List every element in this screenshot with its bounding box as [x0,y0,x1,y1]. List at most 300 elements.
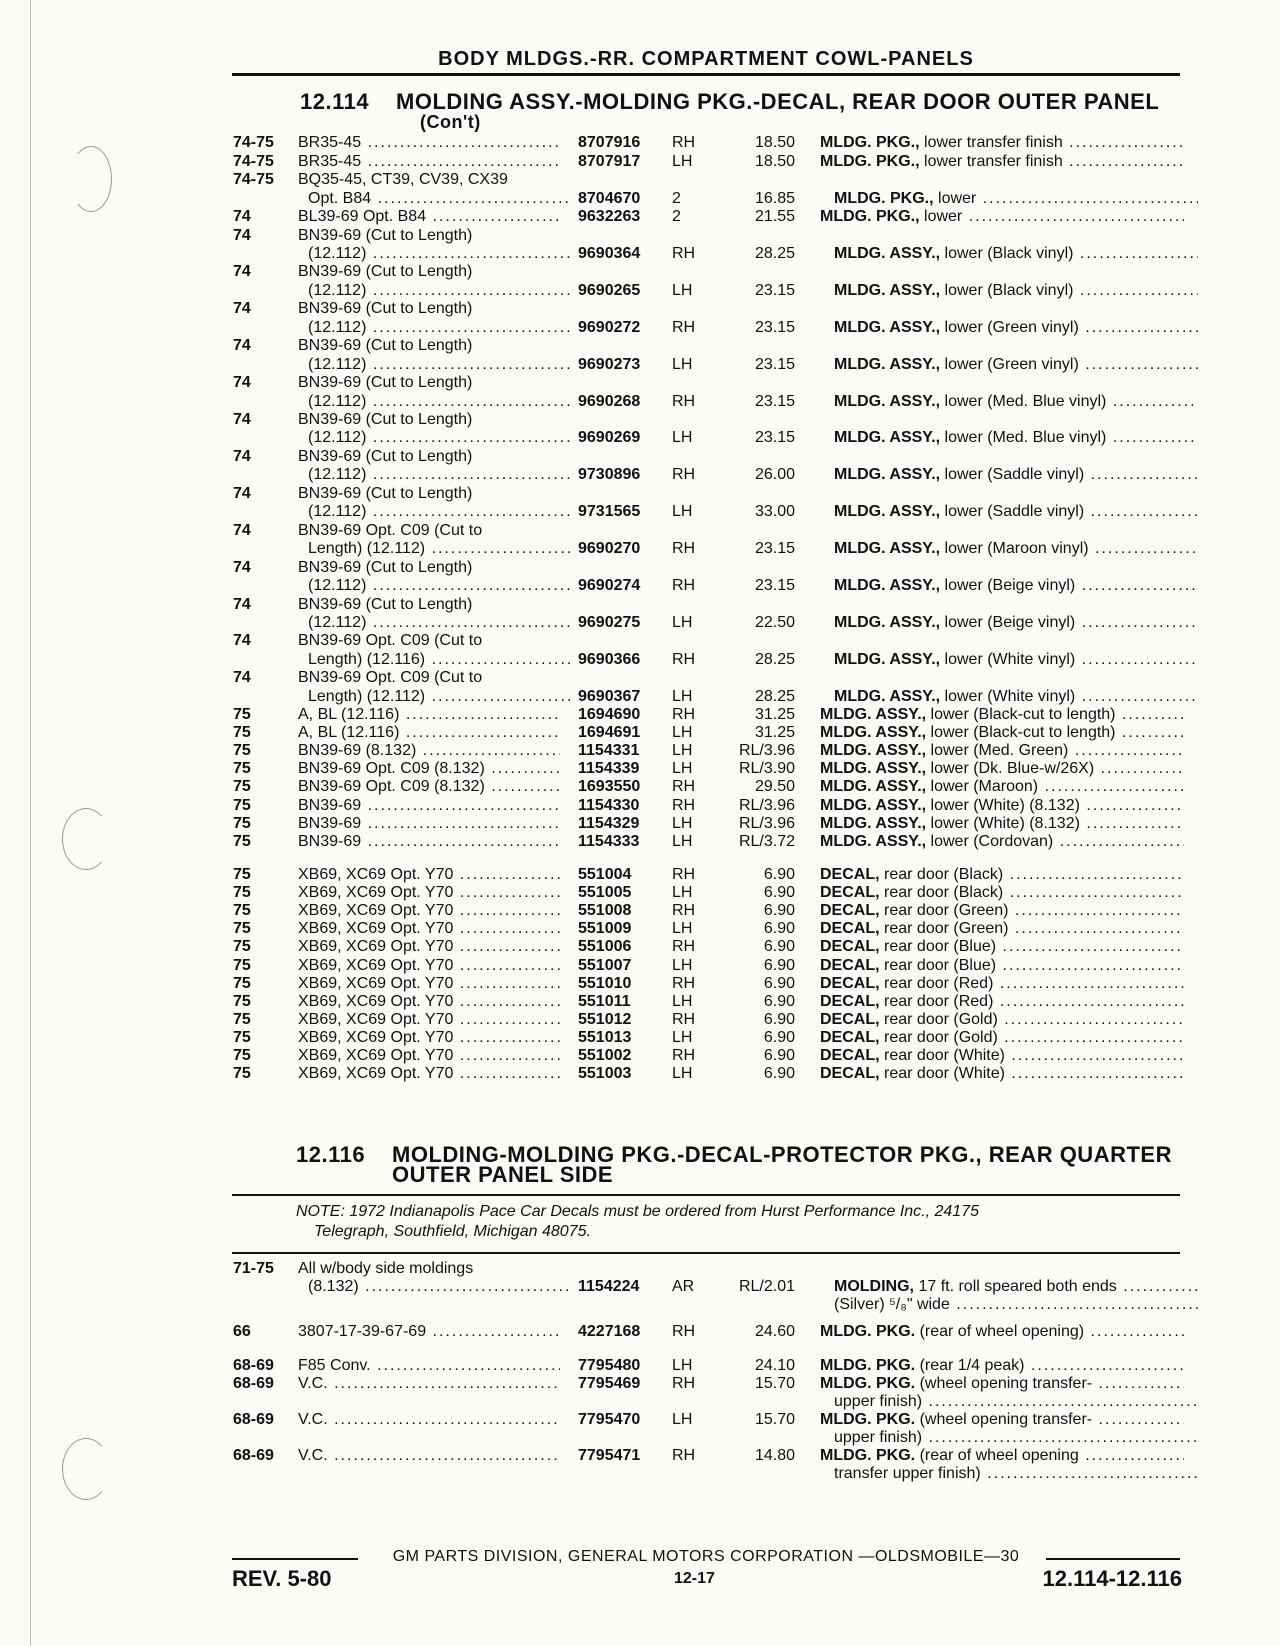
year-cell: 75 [233,884,251,902]
year-cell: 75 [233,920,251,938]
model-cell [298,300,560,319]
description-keyword: MLDG. ASSY., [820,832,927,850]
description-keyword: MLDG. ASSY., [834,318,941,336]
model-text: BN39-69 (8.132) [298,742,417,760]
description-text: rear door (Black) [884,866,1004,883]
description-text: lower (Beige vinyl) [944,577,1076,595]
model-cell [308,356,570,375]
model-text: BR35-45 [298,152,362,170]
description-keyword: MLDG. ASSY., [834,577,941,595]
description-keyword: MLDG. ASSY., [820,742,927,760]
description-cell [834,393,1198,412]
description-text: lower (Med. Green) [930,742,1069,760]
note-line-2: Telegraph, Southfield, Michigan 48075. [314,1223,591,1240]
description-text: rear door (White) [884,1047,1005,1064]
model-text: (12.112) [308,392,367,410]
model-cell [308,577,570,596]
description-text: upper finish) [834,1429,923,1446]
year-cell: 74 [233,226,251,244]
section-note [296,1202,1116,1242]
section-continued: (Con't) [420,112,481,132]
description-text: lower (White vinyl) [944,650,1076,668]
price-cell: 6.90 [763,974,795,992]
year-cell: 75 [233,760,251,778]
model-cell [308,190,570,209]
model-text: XB69, XC69 Opt. Y70 [298,992,454,1010]
model-cell [298,957,560,976]
model-text: BN39-69 (Cut to Length) [298,300,473,318]
description-keyword: DECAL, [820,884,880,902]
year-cell: 74 [233,669,251,687]
punch-hole-mark [70,146,112,212]
model-text: A, BL (12.116) [298,724,400,742]
price-cell: 26.00 [754,466,795,484]
description-cell [820,724,1184,743]
price-cell: 15.70 [754,1375,795,1392]
part-number-cell: 1154329 [578,814,640,832]
side-cell: LH [672,920,693,938]
year-cell: 74-75 [233,134,274,152]
side-cell: RH [672,796,696,814]
description-text: rear door (White) [884,1065,1005,1083]
part-number-cell: 551011 [578,992,631,1010]
price-cell: 28.25 [754,650,795,668]
section-heading-12-114 [300,89,1180,134]
note-rule-bottom [232,1252,1180,1254]
description-keyword: DECAL, [820,956,880,974]
year-cell: 74-75 [233,171,274,189]
section-title: MOLDING ASSY.-MOLDING PKG.-DECAL, REAR DOOR OUTER PANEL [396,89,1160,114]
model-text: BN39-69 (Cut to Length) [298,411,473,429]
model-text: XB69, XC69 Opt. Y70 [298,974,454,992]
part-number-cell: 551002 [578,1047,632,1064]
price-cell: 31.25 [754,706,795,723]
model-text: (12.112) [308,244,367,262]
part-number-cell: 551006 [578,938,632,956]
model-cell [298,1029,560,1048]
description-text: rear door (Blue) [884,938,997,956]
year-cell: 75 [233,992,251,1010]
description-keyword: DECAL, [820,866,880,883]
description-keyword: DECAL, [820,1047,880,1064]
description-cell [834,282,1198,301]
model-text: BN39-69 Opt. C09 (8.132) [298,760,485,778]
description-keyword: MLDG. PKG., [820,208,920,226]
price-cell: 18.50 [754,134,795,152]
model-cell [298,1065,560,1084]
price-cell: 6.90 [763,920,795,938]
model-text: (12.112) [308,355,367,373]
model-cell [298,374,560,393]
model-text: BN39-69 (Cut to Length) [298,447,473,465]
description-cell [820,920,1184,939]
description-keyword: MLDG. PKG. [820,1323,916,1340]
model-text: XB69, XC69 Opt. Y70 [298,920,454,938]
model-cell [308,688,570,707]
section-number: 12.116 [296,1142,366,1167]
model-text: (12.112) [308,281,367,299]
model-text: Length) (12.112) [308,540,426,558]
model-cell [308,1278,570,1297]
description-keyword: MLDG. ASSY., [834,429,941,447]
description-text: (rear 1/4 peak) [919,1357,1025,1374]
side-cell: LH [672,355,693,373]
model-cell [298,227,560,246]
year-cell: 75 [233,724,251,742]
model-text: XB69, XC69 Opt. Y70 [298,884,454,902]
model-text: BL39-69 Opt. B84 [298,208,427,226]
price-cell: RL/3.72 [738,832,795,850]
description-keyword: MLDG. ASSY., [834,540,941,558]
part-number-cell: 551008 [578,902,632,920]
year-cell: 75 [233,1028,251,1046]
description-text: (wheel opening transfer- [919,1375,1093,1392]
side-cell: RH [672,1010,696,1028]
part-number-cell: 551010 [578,974,632,992]
part-number-cell: 1154224 [578,1278,640,1295]
model-text: (12.112) [308,503,367,521]
model-text: F85 Conv. [298,1357,371,1374]
part-number-cell: 8704670 [578,189,641,207]
description-keyword: MLDG. ASSY., [834,613,941,631]
part-number-cell: 9690273 [578,355,641,373]
price-cell: 6.90 [763,866,795,883]
description-cell [820,1065,1184,1084]
description-text: lower (Black vinyl) [944,281,1074,299]
description-cell [834,356,1198,375]
description-text: 17 ft. roll speared both ends [918,1278,1117,1295]
price-cell: RL/2.01 [738,1278,795,1295]
model-cell [298,866,560,885]
model-cell [298,632,560,651]
model-cell [298,208,560,227]
description-cell [820,760,1184,779]
year-cell: 75 [233,938,251,956]
part-number-cell: 9690274 [578,577,641,595]
year-cell: 74 [233,337,251,355]
model-cell [298,797,560,816]
price-cell: 6.90 [763,1047,795,1064]
model-text: V.C. [298,1411,328,1428]
model-cell [298,724,560,743]
model-cell [308,466,570,485]
side-cell: RH [672,1047,696,1064]
model-cell [298,815,560,834]
model-cell [298,1047,560,1066]
price-cell: RL/3.96 [738,814,795,832]
price-cell: 28.25 [754,687,795,705]
description-keyword: MLDG. ASSY., [834,281,941,299]
model-cell [298,706,560,725]
part-number-cell: 551003 [578,1065,632,1083]
description-keyword: MLDG. ASSY., [834,355,941,373]
model-cell [298,485,560,504]
part-number-cell: 9690367 [578,687,641,705]
description-cell [820,797,1184,816]
price-cell: 23.15 [754,281,795,299]
description-keyword: MLDG. PKG. [820,1375,916,1392]
year-cell: 75 [233,902,251,920]
side-cell: RH [672,706,696,723]
model-cell [298,411,560,430]
description-text: lower (Dk. Blue-w/26X) [930,760,1095,778]
description-keyword: MLDG. ASSY., [834,244,941,262]
model-text: Length) (12.112) [308,687,426,705]
description-cell [834,1429,1198,1448]
model-text: All w/body side moldings [298,1260,474,1277]
description-text: lower (Green vinyl) [944,318,1079,336]
year-cell: 75 [233,778,251,796]
description-text: (rear of wheel opening [919,1447,1079,1464]
year-cell: 75 [233,1065,251,1083]
description-cell [820,1375,1184,1394]
description-cell [820,742,1184,761]
description-keyword: DECAL, [820,938,880,956]
model-cell [298,1011,560,1030]
side-cell: RH [672,577,696,595]
model-text: XB69, XC69 Opt. Y70 [298,1065,454,1083]
price-cell: 22.50 [754,613,795,631]
description-cell [834,1278,1198,1297]
year-cell: 74-75 [233,152,274,170]
price-cell: 29.50 [754,778,795,796]
model-text: 3807-17-39-67-69 [298,1323,427,1340]
year-cell: 75 [233,956,251,974]
description-keyword: DECAL, [820,974,880,992]
description-cell [820,975,1184,994]
model-cell [298,1447,560,1466]
description-keyword: MLDG. ASSY., [820,760,927,778]
description-text: rear door (Gold) [884,1028,998,1046]
side-cell: AR [672,1278,695,1295]
description-keyword: MLDG. ASSY., [834,392,941,410]
description-text: rear door (Gold) [884,1010,998,1028]
model-text: BN39-69 [298,796,362,814]
part-number-cell: 7795470 [578,1411,641,1428]
price-cell: 15.70 [754,1411,795,1428]
description-keyword: MLDG. PKG. [820,1411,916,1428]
model-text: BN39-69 [298,832,362,850]
year-cell: 68-69 [233,1447,274,1464]
model-text: XB69, XC69 Opt. Y70 [298,956,454,974]
part-number-cell: 9690272 [578,318,641,336]
note-line-1: NOTE: 1972 Indianapolis Pace Car Decals must be ordered from Hurst Performance Inc., 24175 [296,1203,979,1220]
description-keyword: MLDG. ASSY., [834,687,941,705]
model-text: (12.112) [308,466,367,484]
year-cell: 68-69 [233,1357,274,1374]
description-text: lower transfer finish [924,134,1063,152]
description-keyword: MLDG. PKG., [820,134,920,152]
part-number-cell: 1154330 [578,796,640,814]
model-text: XB69, XC69 Opt. Y70 [298,938,454,956]
model-text: (12.112) [308,577,367,595]
description-text: rear door (Green) [884,920,1009,938]
binding-margin-line [30,0,31,1646]
part-number-cell: 8707917 [578,152,641,170]
part-number-cell: 9690268 [578,392,641,410]
model-cell [298,833,560,852]
description-text: upper finish) [834,1393,923,1410]
model-cell [298,993,560,1012]
part-number-cell: 4227168 [578,1323,641,1340]
model-cell [298,559,560,578]
year-cell: 75 [233,866,251,883]
model-cell [298,263,560,282]
side-cell: LH [672,1411,693,1428]
model-cell [308,429,570,448]
model-text: Opt. B84 [308,189,372,207]
model-text: BN39-69 (Cut to Length) [298,558,473,576]
description-cell [834,1465,1198,1484]
model-cell [308,503,570,522]
description-cell [820,815,1184,834]
description-text: lower [938,189,977,207]
price-cell: 33.00 [754,503,795,521]
model-cell [298,1323,560,1342]
section-number: 12.114 [300,89,370,114]
side-cell: LH [672,429,693,447]
model-text: V.C. [298,1447,328,1464]
description-text: lower (Black-cut to length) [930,706,1116,723]
description-text: lower (Maroon) [930,778,1039,796]
side-cell: RH [672,866,696,883]
model-text: XB69, XC69 Opt. Y70 [298,1010,454,1028]
description-text: lower (Saddle vinyl) [944,466,1085,484]
description-cell [820,957,1184,976]
side-cell: RH [672,1447,696,1464]
description-text: lower (Saddle vinyl) [944,503,1085,521]
side-cell: LH [672,760,693,778]
description-cell [820,1011,1184,1030]
side-cell: LH [672,503,693,521]
description-text: rear door (Red) [884,992,994,1010]
price-cell: 6.90 [763,1010,795,1028]
year-cell: 75 [233,1047,251,1064]
part-number-cell: 7795471 [578,1447,641,1464]
section-range: 12.114-12.116 [1042,1566,1182,1591]
part-number-cell: 1694691 [578,724,641,742]
part-number-cell: 9690270 [578,540,641,558]
description-cell [834,614,1198,633]
part-number-cell: 7795469 [578,1375,641,1392]
side-cell: LH [672,1065,693,1083]
description-text: (wheel opening transfer- [919,1411,1093,1428]
description-keyword: MOLDING, [834,1278,914,1295]
description-keyword: MLDG. ASSY., [834,503,941,521]
year-cell: 75 [233,706,251,723]
running-head: BODY MLDGS.-RR. COMPARTMENT COWL-PANELS [438,48,974,70]
description-cell [834,319,1198,338]
description-keyword: MLDG. ASSY., [820,814,927,832]
part-number-cell: 1693550 [578,778,641,796]
year-cell: 71-75 [233,1260,274,1277]
part-number-cell: 1694690 [578,706,641,723]
side-cell: 2 [672,208,681,226]
description-text: lower (Maroon vinyl) [944,540,1089,558]
price-cell: 6.90 [763,956,795,974]
model-cell [298,153,560,172]
description-cell [820,833,1184,852]
year-cell: 74 [233,411,251,429]
punch-hole-mark [62,808,110,870]
side-cell: LH [672,956,693,974]
part-number-cell: 551012 [578,1010,632,1028]
part-number-cell: 9730896 [578,466,641,484]
model-text: (12.112) [308,318,367,336]
model-text: XB69, XC69 Opt. Y70 [298,1028,454,1046]
description-keyword: DECAL, [820,920,880,938]
description-text: rear door (Blue) [884,956,997,974]
model-text: BN39-69 Opt. C09 (Cut to [298,632,483,650]
model-text: BQ35-45, CT39, CV39, CX39 [298,171,508,189]
model-cell [308,245,570,264]
model-text: BN39-69 (Cut to Length) [298,595,473,613]
year-cell: 75 [233,832,251,850]
part-number-cell: 8707916 [578,134,641,152]
part-number-cell: 9690269 [578,429,641,447]
price-cell: 31.25 [754,724,795,742]
price-cell: 23.15 [754,577,795,595]
model-text: A, BL (12.116) [298,706,400,723]
description-cell [820,1357,1184,1376]
model-cell [298,448,560,467]
side-cell: RH [672,540,696,558]
side-cell: RH [672,650,696,668]
year-cell: 75 [233,974,251,992]
description-keyword: DECAL, [820,1065,880,1083]
price-cell: 23.15 [754,355,795,373]
model-cell [298,778,560,797]
side-cell: RH [672,466,696,484]
side-cell: LH [672,281,693,299]
side-cell: RH [672,134,696,152]
part-number-cell: 7795480 [578,1357,641,1374]
model-text: BR35-45 [298,134,362,152]
description-cell [820,706,1184,725]
price-cell: 23.15 [754,429,795,447]
model-cell [308,393,570,412]
part-number-cell: 9690364 [578,244,641,262]
model-cell [298,171,560,190]
description-text: lower (Med. Blue vinyl) [944,429,1107,447]
year-cell: 68-69 [233,1411,274,1428]
description-cell [834,688,1198,707]
side-cell: RH [672,1323,696,1340]
description-text: lower (Beige vinyl) [944,613,1076,631]
price-cell: RL/3.96 [738,796,795,814]
footer-rule-right [1046,1558,1180,1560]
price-cell: 6.90 [763,992,795,1010]
part-number-cell: 9632263 [578,208,641,226]
model-cell [298,669,560,688]
model-cell [308,540,570,559]
section-heading-12-116 [296,1142,1176,1187]
price-cell: 24.10 [754,1357,795,1374]
year-cell: 66 [233,1323,251,1340]
model-text: BN39-69 (Cut to Length) [298,226,473,244]
description-cell [820,1323,1184,1342]
description-cell [834,466,1198,485]
header-rule [232,73,1180,76]
model-text: BN39-69 Opt. C09 (Cut to [298,521,483,539]
part-number-cell: 9690275 [578,613,641,631]
price-cell: 16.85 [754,189,795,207]
model-cell [298,1260,560,1279]
year-cell: 74 [233,208,251,226]
price-cell: 28.25 [754,244,795,262]
side-cell: RH [672,318,696,336]
price-cell: RL/3.90 [738,760,795,778]
